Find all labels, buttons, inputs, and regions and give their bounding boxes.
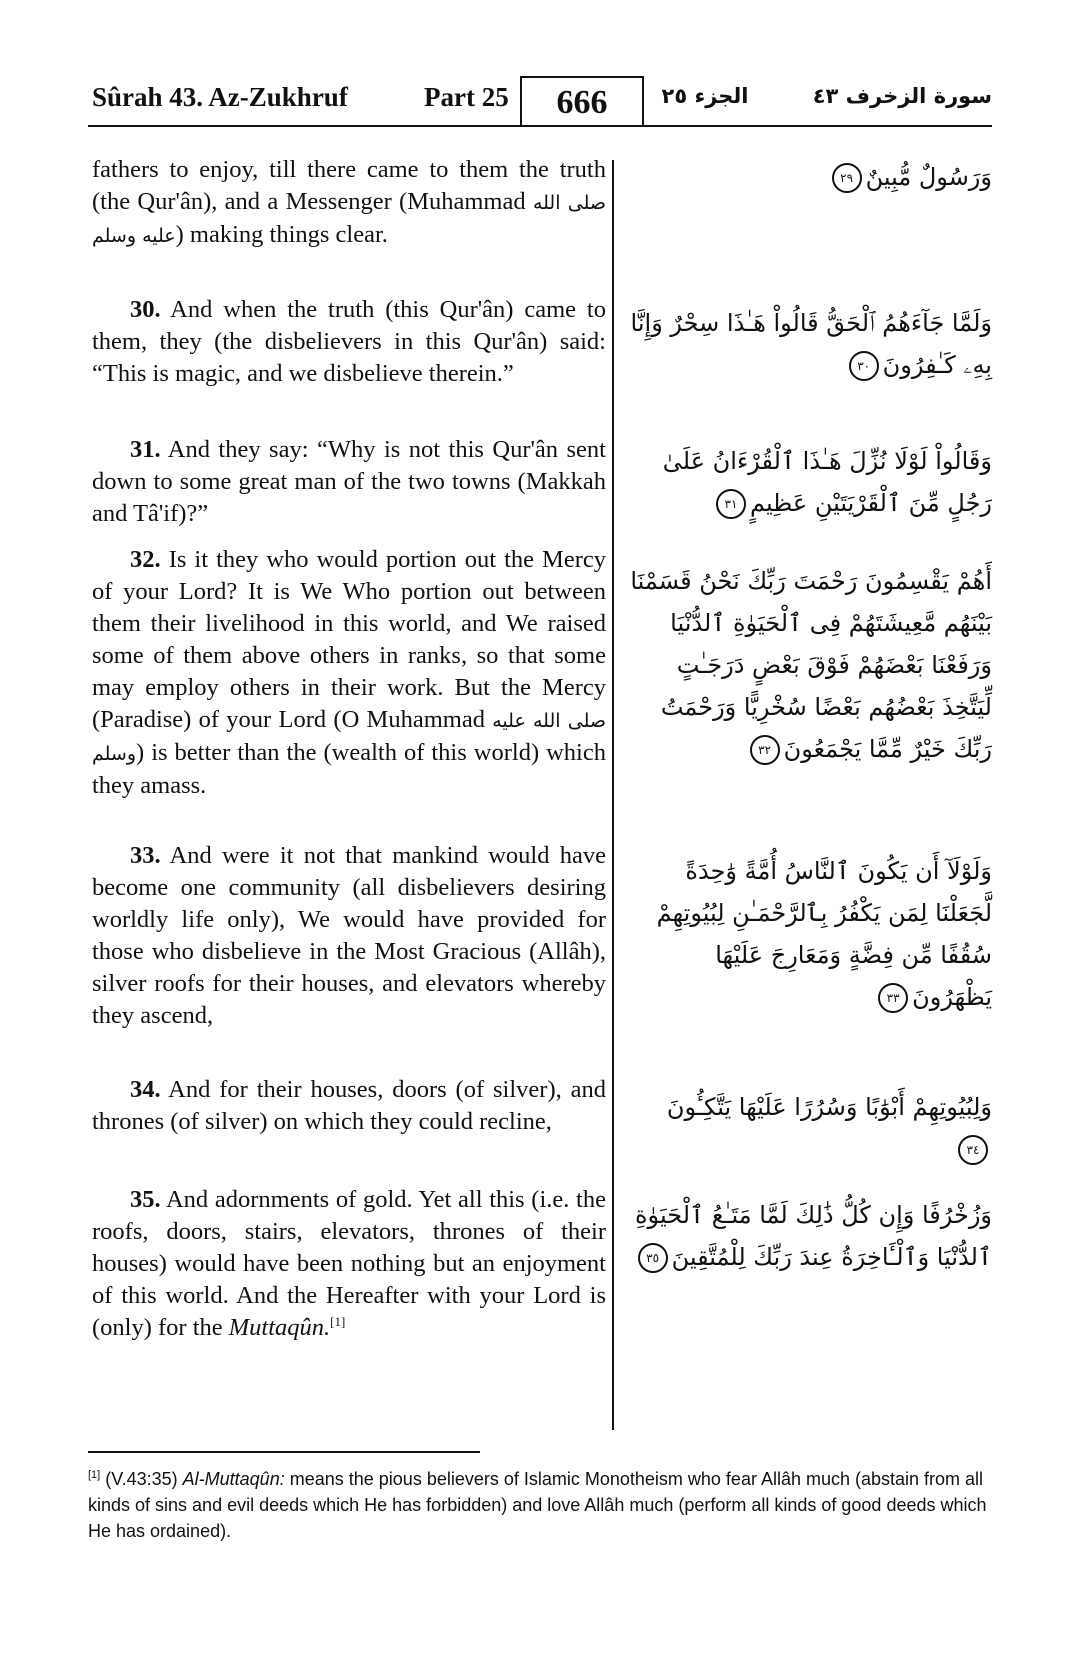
verse-31-text: And they say: “Why is not this Qur'ân sent down to some great man of the two towns (Makkah and Tâ'if)?” (92, 436, 606, 527)
ayah-marker-34: ٣٤ (958, 1135, 988, 1165)
ayah-marker-30: ٣٠ (849, 351, 879, 381)
verse-32-number: 32. (130, 546, 161, 573)
header-divider (88, 125, 992, 127)
footnote (88, 1466, 998, 1544)
verse-30-text: And when the truth (this Qur'ân) came to them, they (the disbelievers in this Qur'ân) said: “This is magic, and we disbelieve therein.” (92, 296, 606, 387)
verse-32-arabic-text: أَهُمْ يَقْسِمُونَ رَحْمَتَ رَبِّكَ نَحْنُ قَسَمْنَا بَيْنَهُم مَّعِيشَتَهُمْ فِى ٱلْحَيَوٰةِ ٱلدُّنْيَا وَرَفَعْنَا بَعْضَهُمْ فَوْقَ بَعْضٍ دَرَجَـٰتٍ لِّيَتَّخِذَ بَعْضُهُم بَعْضًا سُخْرِيًّا وَرَحْمَتُ رَبِّكَ خَيْرٌ مِّمَّا يَجْمَعُونَ (630, 567, 992, 763)
juz-label-arabic: الجزء ٢٥ (661, 84, 749, 108)
verse-33-number: 33. (130, 842, 161, 869)
verse-35-arabic-text: وَزُخْرُفًا وَإِن كُلُّ ذَٰلِكَ لَمَّا مَتَـٰعُ ٱلْحَيَوٰةِ ٱلدُّنْيَا وَٱلْـَٔاخِرَةُ عِندَ رَبِّكَ لِلْمُتَّقِينَ (634, 1201, 992, 1271)
verse-30-english (92, 294, 606, 390)
ayah-marker-33: ٣٣ (878, 983, 908, 1013)
verse-35-number: 35. (130, 1186, 161, 1213)
verse-32-english (92, 544, 606, 802)
ayah-marker-31: ٣١ (716, 489, 746, 519)
verse-35-muttaqun: Muttaqûn. (228, 1314, 331, 1341)
verse-29-text-a: fathers to enjoy, till there came to them the truth (the Qur'ân), and a Messenger (Muhammad (92, 156, 606, 215)
verse-31-number: 31. (130, 436, 161, 463)
ayah-marker-29: ٢٩ (832, 163, 862, 193)
footnote-term: Al-Muttaqûn: (182, 1469, 285, 1489)
verse-32-text-a: Is it they who would portion out the Mercy of your Lord? It is We Who portion out between them their livelihood in this world, and We raised some of them above others in ranks, so that some may employ others in their work. But the Mercy (Paradise) of your Lord (O Muhammad (92, 546, 607, 733)
verse-29-arabic (630, 156, 992, 198)
verse-32-text-b: ) is better than the (wealth of this world) which they amass. (92, 739, 606, 799)
verse-30-arabic-text: وَلَمَّا جَآءَهُمُ ٱلْحَقُّ قَالُواْ هَـٰذَا سِحْرٌ وَإِنَّا بِهِۦ كَـٰفِرُونَ (630, 309, 992, 379)
verse-31-arabic (630, 440, 992, 524)
verse-34-english (92, 1074, 606, 1138)
ayah-marker-35: ٣٥ (638, 1243, 668, 1273)
verse-34-arabic-text: وَلِبُيُوتِهِمْ أَبْوَٰبًا وَسُرُرًا عَلَيْهَا يَتَّكِـُٔونَ (666, 1093, 992, 1121)
verse-35-arabic (630, 1194, 992, 1278)
verse-34-number: 34. (130, 1076, 161, 1103)
verse-35-english (92, 1184, 606, 1344)
verse-34-text: And for their houses, doors (of silver), and thrones (of silver) on which they could recline, (92, 1076, 606, 1135)
surah-title-arabic: سورة الزخرف ٤٣ (812, 84, 992, 108)
part-label: Part 25 (424, 82, 509, 112)
footnote-reference[interactable]: [1] (330, 1313, 346, 1329)
verse-31-arabic-text: وَقَالُواْ لَوْلَا نُزِّلَ هَـٰذَا ٱلْقُرْءَانُ عَلَىٰ رَجُلٍ مِّنَ ٱلْقَرْيَتَيْنِ عَظِيمٍ (662, 447, 992, 517)
verse-29-text-b: ) making things clear. (175, 221, 388, 248)
verse-33-text: And were it not that mankind would have become one community (all disbelievers desiring worldly life only), We would have provided for those who disbelieve in the Most Gracious (Allâh), silver roofs for their houses, and elevators whereby they ascend, (92, 842, 606, 1029)
verse-29-salutation: صلى الله عليه وسلم (92, 192, 607, 247)
surah-title-english: Sûrah 43. Az-Zukhruf (92, 82, 348, 112)
verse-32-arabic (630, 560, 992, 770)
verse-33-english (92, 840, 606, 1032)
verse-30-arabic (630, 302, 992, 386)
verse-30-number: 30. (130, 296, 161, 323)
verse-32-salutation: صلى الله عليه وسلم (92, 710, 606, 765)
verse-33-arabic-text: وَلَوْلَآ أَن يَكُونَ ٱلنَّاسُ أُمَّةً وَٰحِدَةً لَّجَعَلْنَا لِمَن يَكْفُرُ بِٱلرَّحْمَـٰنِ لِبُيُوتِهِمْ سُقُفًا مِّن فِضَّةٍ وَمَعَارِجَ عَلَيْهَا يَظْهَرُونَ (656, 857, 992, 1011)
verse-35-text: And adornments of gold. Yet all this (i.e. the roofs, doors, stairs, elevators, thrones of their houses) would have been nothing but an enjoyment of this world. And the Hereafter with your Lord is (only) for the (92, 1186, 606, 1341)
footnote-verse-ref: (V.43:35) (105, 1469, 178, 1489)
verse-33-arabic (630, 850, 992, 1018)
footnote-divider (88, 1451, 480, 1453)
verse-34-arabic (630, 1086, 992, 1170)
page-number: 666 (520, 76, 644, 126)
column-divider (612, 160, 614, 1430)
ayah-marker-32: ٣٢ (750, 735, 780, 765)
footnote-text: means the pious believers of Islamic Monotheism who fear Allâh much (abstain from all kinds of sins and evil deeds which He has forbidden) and love Allâh much (perform all kinds of good deeds which He has ordained). (88, 1469, 987, 1541)
verse-29-english (92, 154, 606, 252)
verse-31-english (92, 434, 606, 530)
verse-29-arabic-text: وَرَسُولٌ مُّبِينٌ (865, 163, 992, 191)
footnote-marker: [1] (88, 1469, 101, 1481)
